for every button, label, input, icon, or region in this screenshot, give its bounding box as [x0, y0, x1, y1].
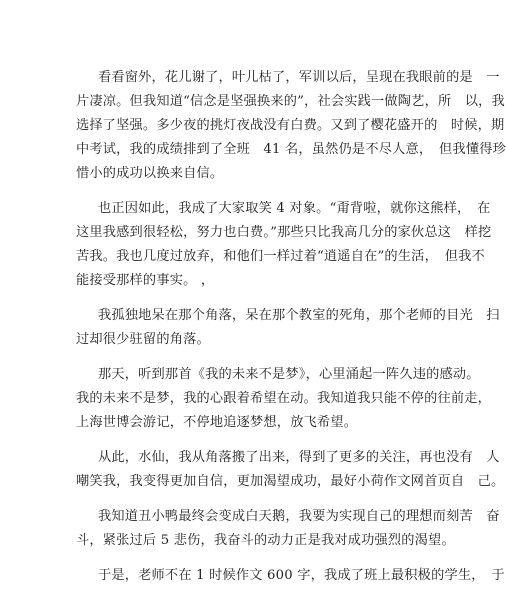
text-line: 嘲笑我，我变得更加自信，更加渴望成功，最好小荷作文网首页自 己。 [76, 474, 505, 489]
paragraph-4 [76, 363, 492, 435]
paragraph-3 [76, 304, 500, 352]
text-line: 选择了坚强。多少夜的挑灯夜战没有白费。又到了樱花盛开的 时候，期 [76, 118, 505, 133]
text-line: 苦我。我也几度过放弃，和他们一样过着“逍遥自在”的生活， 但我不 [76, 249, 485, 264]
paragraph-5 [76, 446, 505, 494]
text-line: 中考试，我的成绩排到了全班 41 名，虽然仍是不尽人意， 但我懂得珍 [76, 142, 506, 157]
text-line: 那天，听到那首《我的未来不是梦》，心里涌起一阵久违的感动。 [98, 367, 480, 382]
text-line: 片凄凉。但我知道“信念是坚强换来的”，社会实践一做陶艺，所 以，我 [76, 94, 505, 109]
paragraph-2 [76, 197, 492, 293]
text-line: 惜小的成功以换来自信。 [76, 166, 224, 181]
text-line: 能接受那样的事实。 ， [76, 273, 215, 288]
text-line: 斗，紧张过后 5 悲伤，我奋斗的动力正是我对成功强烈的渴望。 [76, 533, 455, 548]
document-body [76, 66, 506, 599]
paragraph-6 [76, 505, 500, 553]
text-line: 上海世博会游记，不停地追逐梦想，放飞希望。 [76, 415, 358, 430]
text-line: 从此，水仙，我从角落搬了出来，得到了更多的关注，再也没有 人 [98, 450, 500, 465]
text-line: 这里我感到很轻松，努力也白费。”那些只比我高几分的家伙总这 样挖 [76, 225, 492, 240]
text-line: 过却很少驻留的角落。 [76, 332, 210, 347]
text-line: 也正因如此，我成了大家取笑 4 对象。“甭背啦，就你这熊样， 在 [98, 201, 491, 216]
text-line: 我知道丑小鸭最终会变成白天鹅，我要为实现自己的理想而刻苦 奋 [98, 509, 500, 524]
text-line: 我的未来不是梦，我的心跟着希望在动。我知道我只能不停的往前走， [76, 391, 492, 406]
text-line: 看看窗外，花儿谢了，叶儿枯了，军训以后，呈现在我眼前的是 一 [98, 70, 500, 85]
paragraph-1 [76, 66, 506, 186]
text-line: 于是，老师不在 1 时候作文 600 字，我成了班上最积极的学生， 于 [98, 568, 505, 583]
paragraph-7 [76, 564, 505, 588]
text-line: 我孤独地呆在那个角落，呆在那个教室的死角，那个老师的目光 扫 [98, 308, 500, 323]
